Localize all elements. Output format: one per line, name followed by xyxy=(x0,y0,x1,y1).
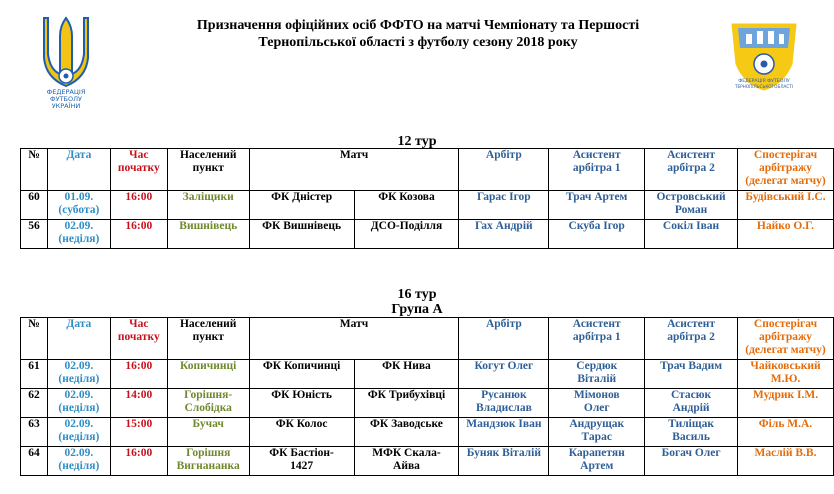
ffu-logo-line1: ФЕДЕРАЦІЯ xyxy=(46,88,86,96)
observer: Найко О.Г. xyxy=(738,220,834,249)
assistant1: Андрущак Тарас xyxy=(549,418,645,447)
away-team: ФК Заводське xyxy=(354,418,459,447)
match-time: 15:00 xyxy=(110,418,167,447)
assistant1: Скуба Ігор xyxy=(549,220,645,249)
assistant1: Мімонов Олег xyxy=(549,389,645,418)
assistant2: Тиліщак Василь xyxy=(645,418,738,447)
header-num: № xyxy=(21,318,48,360)
document-title-line1: Призначення офіційних осіб ФФТО на матчі Чемпіонату та Першості xyxy=(196,18,640,33)
header-referee: Арбітр xyxy=(459,318,549,360)
assistant1: Карапетян Артем xyxy=(549,447,645,476)
header-match: Матч xyxy=(249,318,459,360)
header-referee: Арбітр xyxy=(459,149,549,191)
table-row xyxy=(21,389,834,418)
round12-header-row xyxy=(21,149,834,191)
match-date: 02.09. (неділя) xyxy=(47,418,110,447)
header-date: Дата xyxy=(47,149,110,191)
home-team: ФК Копичинці xyxy=(249,360,354,389)
assistant2: Трач Вадим xyxy=(645,360,738,389)
ffu-logo-line3: УКРАЇНИ xyxy=(51,102,81,110)
referee: Гах Андрій xyxy=(459,220,549,249)
observer: Філь М.А. xyxy=(738,418,834,447)
match-place: Копичинці xyxy=(167,360,249,389)
match-date: 02.09. (неділя) xyxy=(47,360,110,389)
assistant1: Трач Артем xyxy=(549,191,645,220)
match-num: 61 xyxy=(21,360,48,389)
match-num: 62 xyxy=(21,389,48,418)
table-row xyxy=(21,220,834,249)
match-num: 60 xyxy=(21,191,48,220)
away-team: МФК Скала- Айва xyxy=(354,447,459,476)
ffu-logo-line2: ФУТБОЛУ xyxy=(50,95,82,103)
match-num: 64 xyxy=(21,447,48,476)
away-team: ФК Трибухівці xyxy=(354,389,459,418)
header-assistant1: Асистент арбітра 1 xyxy=(549,318,645,360)
referee: Русанюк Владислав xyxy=(459,389,549,418)
observer: Чайковський М.Ю. xyxy=(738,360,834,389)
assistant2: Богач Олег xyxy=(645,447,738,476)
match-time: 16:00 xyxy=(110,360,167,389)
observer: Мудрик І.М. xyxy=(738,389,834,418)
header-observer: Спостерігач арбітражу (делегат матчу) xyxy=(738,149,834,191)
home-team: ФК Вишнівець xyxy=(249,220,354,249)
assistant2: Островський Роман xyxy=(645,191,738,220)
assistant2: Стасюк Андрій xyxy=(645,389,738,418)
document-title-line2: Тернопільської області з футболу сезону 2018 року xyxy=(258,35,578,50)
round12-title: 12 тур xyxy=(397,134,437,149)
round12-table xyxy=(20,148,834,249)
header-time: Час початку xyxy=(110,318,167,360)
observer: Будівський І.С. xyxy=(738,191,834,220)
referee: Буняк Віталій xyxy=(459,447,549,476)
match-num: 63 xyxy=(21,418,48,447)
match-place: Вишнівець xyxy=(167,220,249,249)
header-place: Населений пункт xyxy=(167,149,249,191)
round16-group: Група А xyxy=(391,302,443,317)
ffto-logo xyxy=(724,18,804,96)
header-observer: Спостерігач арбітражу (делегат матчу) xyxy=(738,318,834,360)
header-place: Населений пункт xyxy=(167,318,249,360)
match-date: 01.09. (субота) xyxy=(47,191,110,220)
home-team: ФК Колос xyxy=(249,418,354,447)
ffto-logo-line2: ТЕРНОПІЛЬСЬКОЇ ОБЛАСТІ xyxy=(734,84,794,89)
match-time: 16:00 xyxy=(110,447,167,476)
home-team: ФК Юність xyxy=(249,389,354,418)
match-date: 02.09. (неділя) xyxy=(47,389,110,418)
header-assistant2: Асистент арбітра 2 xyxy=(645,318,738,360)
observer: Маслій В.В. xyxy=(738,447,834,476)
assistant2: Сокіл Іван xyxy=(645,220,738,249)
away-team: ФК Козова xyxy=(354,191,459,220)
round16-header-row xyxy=(21,318,834,360)
away-team: ФК Нива xyxy=(354,360,459,389)
header-assistant1: Асистент арбітра 1 xyxy=(549,149,645,191)
match-place: Горішня- Слобідка xyxy=(167,389,249,418)
match-date: 02.09. (неділя) xyxy=(47,220,110,249)
table-row xyxy=(21,191,834,220)
referee: Гарас Ігор xyxy=(459,191,549,220)
referee: Мандзюк Іван xyxy=(459,418,549,447)
ffto-logo-line1: ФЕДЕРАЦІЯ ФУТБОЛУ xyxy=(738,79,790,84)
match-time: 14:00 xyxy=(110,389,167,418)
match-num: 56 xyxy=(21,220,48,249)
match-place: Бучач xyxy=(167,418,249,447)
match-date: 02.09. (неділя) xyxy=(47,447,110,476)
round16-table xyxy=(20,317,834,476)
match-place: Заліщики xyxy=(167,191,249,220)
assistant1: Сердюк Віталій xyxy=(549,360,645,389)
table-row xyxy=(21,447,834,476)
home-team: ФК Дністер xyxy=(249,191,354,220)
match-time: 16:00 xyxy=(110,191,167,220)
header-num: № xyxy=(21,149,48,191)
header-match: Матч xyxy=(249,149,459,191)
header-date: Дата xyxy=(47,318,110,360)
table-row xyxy=(21,360,834,389)
away-team: ДСО-Поділля xyxy=(354,220,459,249)
home-team: ФК Бастіон- 1427 xyxy=(249,447,354,476)
header-time: Час початку xyxy=(110,149,167,191)
match-time: 16:00 xyxy=(110,220,167,249)
referee: Когут Олег xyxy=(459,360,549,389)
table-row xyxy=(21,418,834,447)
ffu-logo xyxy=(38,14,94,110)
round16-title: 16 тур xyxy=(397,287,437,302)
match-place: Горішня Вигнананка xyxy=(167,447,249,476)
header-assistant2: Асистент арбітра 2 xyxy=(645,149,738,191)
